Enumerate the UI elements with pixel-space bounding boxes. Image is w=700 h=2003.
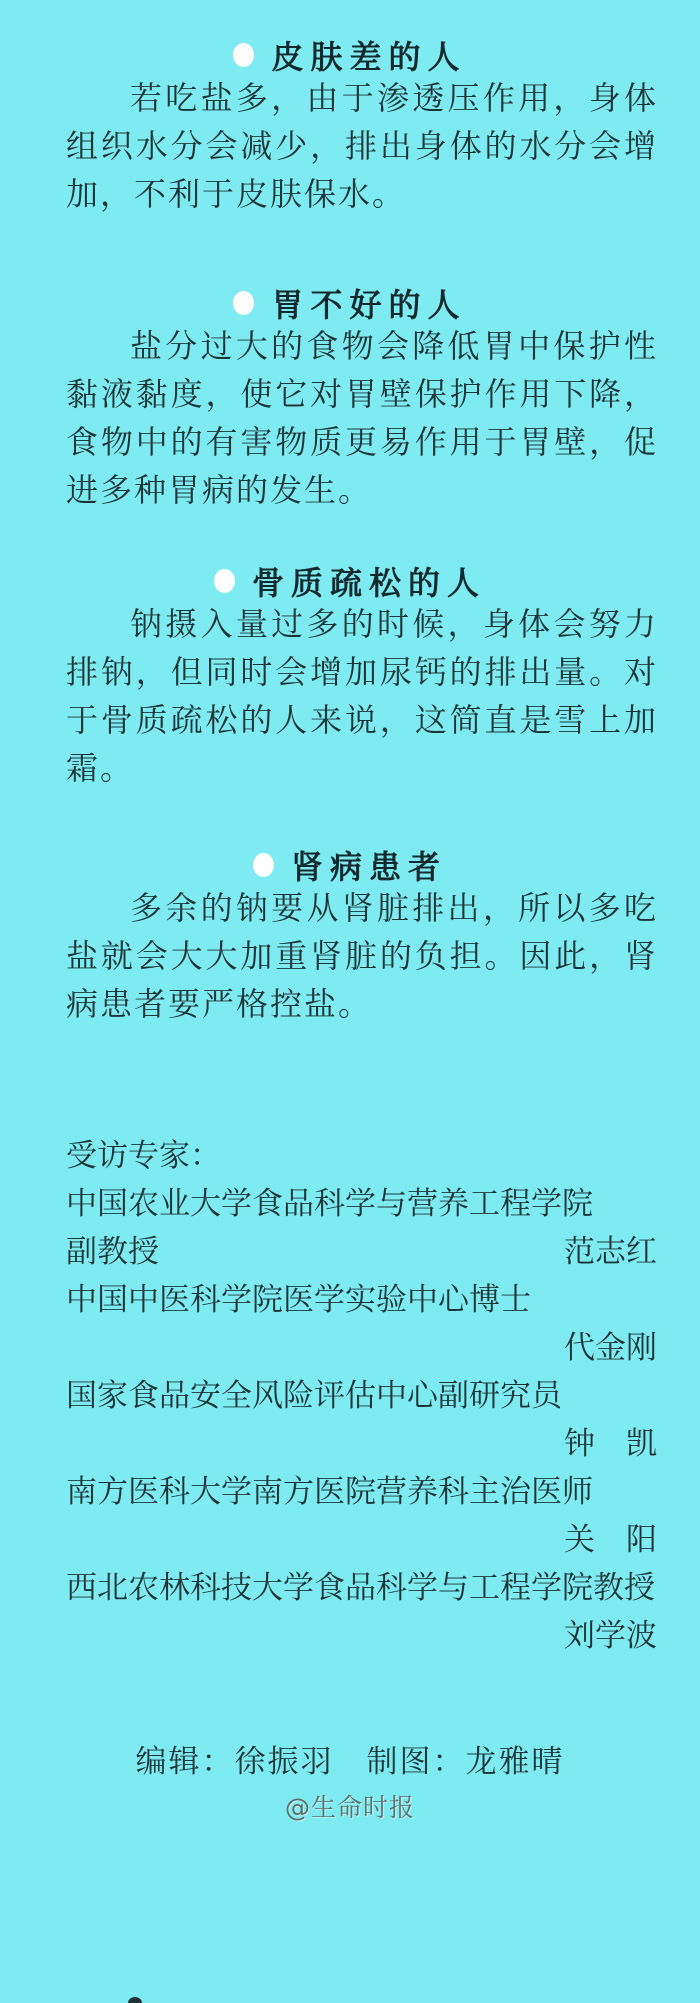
bullet-dot-icon (253, 853, 274, 877)
bullet-dot-icon (233, 291, 254, 315)
expert-name: 代金刚 (564, 1330, 657, 1366)
section-heading-text: 皮肤差的人 (271, 38, 467, 76)
watermark-text: @生命时报 (284, 1793, 415, 1822)
bullet-dot-icon (214, 569, 235, 593)
expert-title: 副教授 (66, 1234, 159, 1270)
bullet-dot-icon (233, 43, 254, 67)
expert-institution: 中国农业大学食品科学与营养工程学院 (66, 1186, 593, 1222)
expert-institution: 南方医科大学南方医院营养科主治医师 (66, 1474, 593, 1510)
expert-title-name-row (66, 1228, 657, 1276)
expert-institution: 西北农林科技大学食品科学与工程学院教授 (66, 1570, 655, 1606)
experts-block (0, 1132, 700, 1660)
expert-institution: 中国中医科学院医学实验中心博士 (66, 1282, 531, 1318)
expert-name: 刘学波 (564, 1618, 657, 1654)
section-heading-skin (0, 36, 700, 74)
section-heading-stomach (0, 284, 700, 322)
cutoff-artifact-dot (128, 1997, 142, 2003)
section-heading-text: 骨质疏松的人 (251, 564, 486, 602)
section-paragraph-osteoporosis: 钠摄入量过多的时候，身体会努力排钠，但同时会增加尿钙的排出量。对于骨质疏松的人来说，这简直是雪上加霜。 (66, 605, 658, 787)
section-paragraph-stomach: 盐分过大的食物会降低胃中保护性黏液黏度，使它对胃壁保护作用下降，食物中的有害物质更易作用于胃壁，促进多种胃病的发生。 (66, 327, 658, 509)
section-heading-text: 肾病患者 (290, 848, 447, 886)
expert-name: 范志红 (564, 1234, 657, 1270)
expert-name: 钟 凯 (564, 1426, 657, 1462)
experts-label: 受访专家： (66, 1138, 221, 1174)
section-paragraph-kidney: 多余的钠要从肾脏排出，所以多吃盐就会大大加重肾脏的负担。因此，肾病患者要严格控盐。 (66, 889, 658, 1023)
editor-credits: 编辑：徐振羽 制图：龙雅晴 (135, 1744, 565, 1780)
expert-name: 关 阳 (564, 1522, 657, 1558)
section-heading-osteoporosis (0, 562, 700, 600)
expert-institution: 国家食品安全风险评估中心副研究员 (66, 1378, 562, 1414)
section-heading-kidney (0, 846, 700, 884)
section-paragraph-skin: 若吃盐多，由于渗透压作用，身体组织水分会减少，排出身体的水分会增加，不利于皮肤保水。 (66, 79, 658, 213)
section-heading-text: 胃不好的人 (271, 286, 467, 324)
